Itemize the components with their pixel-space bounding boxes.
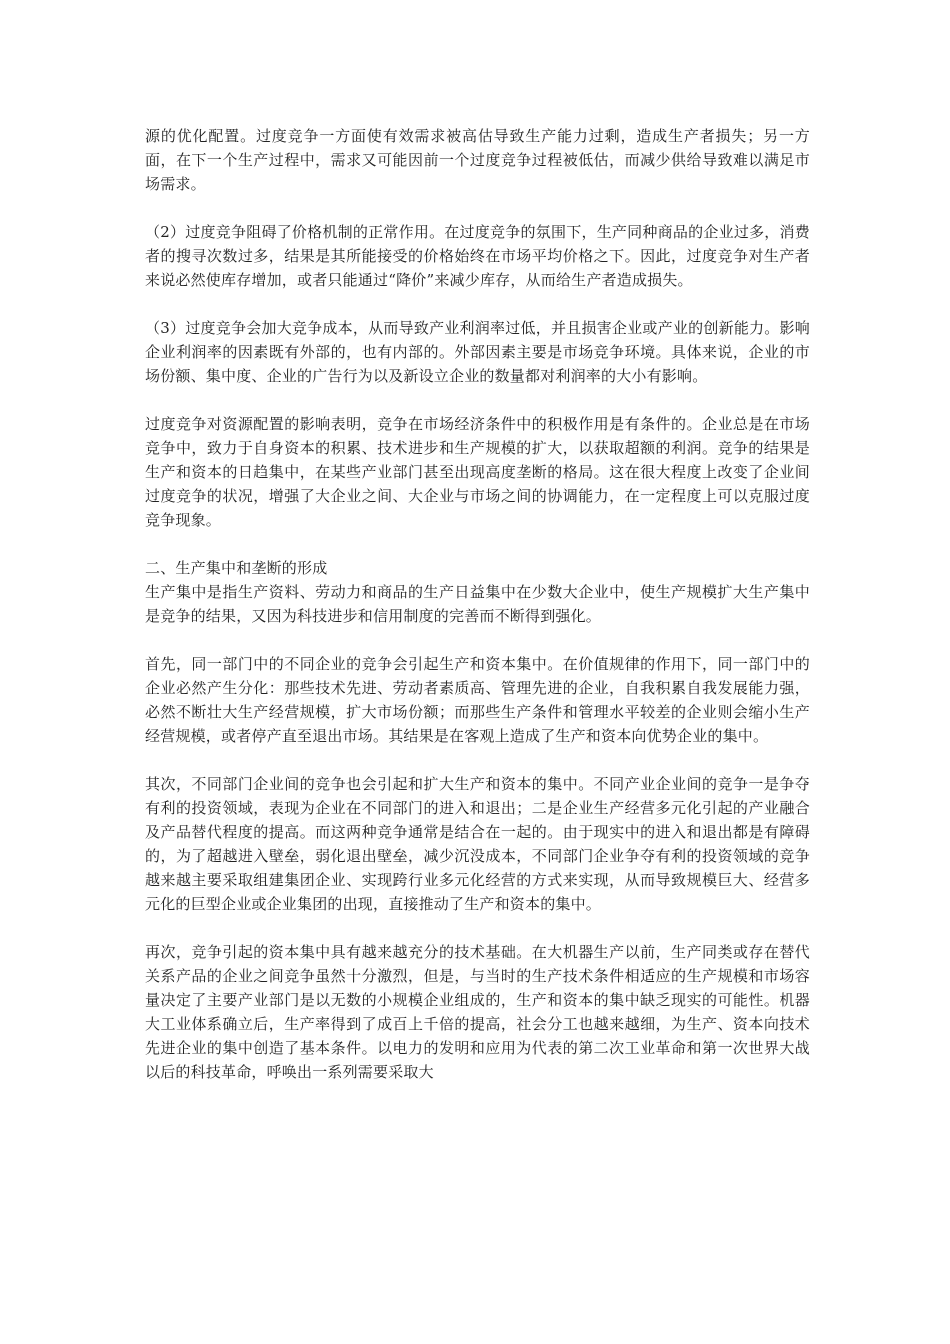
paragraph-price-mechanism: （2）过度竞争阻碍了价格机制的正常作用。在过度竞争的氛围下，生产同种商品的企业过多，消费者的搜寻次数过多，结果是其所能接受的价格始终在市场平均价格之下。因此，过度竞争对生产者来说必然使库存增加，或者只能通过“降价”来减少库存，从而给生产者造成损失。 [145,223,810,289]
paragraph-second: 其次，不同部门企业间的竞争也会引起和扩大生产和资本的集中。不同产业企业间的竞争一是争夺有利的投资领域，表现为企业在不同部门的进入和退出；二是企业生产经营多元化引起的产业融合及产品替代程度的提高。而这两种竞争通常是结合在一起的。由于现实中的进入和退出都是有障碍的，为了超越进入壁垒，弱化退出壁垒，减少沉没成本，不同部门企业争夺有利的投资领域的竞争越来越主要采取组建集团企业、实现跨行业多元化经营的方式来实现，从而导致规模巨大、经营多元化的巨型企业或企业集团的出现，直接推动了生产和资本的集中。 [145,775,810,913]
paragraph-third: 再次，竞争引起的资本集中具有越来越充分的技术基础。在大机器生产以前，生产同类或存在替代关系产品的企业之间竞争虽然十分激烈，但是，与当时的生产技术条件相适应的生产规模和市场容量决定了主要产业部门是以无数的小规模企业组成的，生产和资本的集中缺乏现实的可能性。机器大工业体系确立后，生产率得到了成百上千倍的提高，社会分工也越来越细，为生产、资本向技术先进企业的集中创造了基本条件。以电力的发明和应用为代表的第二次工业革命和第一次世界大战以后的科技革命，呼唤出一系列需要采取大 [145,943,810,1081]
paragraph-resource-allocation: 源的优化配置。过度竞争一方面使有效需求被高估导致生产能力过剩，造成生产者损失；另一方面，在下一个生产过程中，需求又可能因前一个过度竞争过程被低估，而减少供给导致难以满足市场需求。 [145,127,810,193]
section-intro: 生产集中是指生产资料、劳动力和商品的生产日益集中在少数大企业中，使生产规模扩大生产集中是竞争的结果，又因为科技进步和信用制度的完善而不断得到强化。 [145,583,810,625]
section-heading: 二、生产集中和垄断的形成 [145,559,328,577]
paragraph-competition-cost: （3）过度竞争会加大竞争成本，从而导致产业利润率过低，并且损害企业或产业的创新能力。影响企业利润率的因素既有外部的，也有内部的。外部因素主要是市场竞争环境。具体来说，企业的市场份额、集中度、企业的广告行为以及新设立企业的数量都对利润率的大小有影响。 [145,319,810,385]
paragraph-first: 首先，同一部门中的不同企业的竞争会引起生产和资本集中。在价值规律的作用下，同一部门中的企业必然产生分化：那些技术先进、劳动者素质高、管理先进的企业，自我积累自我发展能力强，必然不断壮大生产经营规模，扩大市场份额；而那些生产条件和管理水平较差的企业则会缩小生产经营规模，或者停产直至退出市场。其结果是在客观上造成了生产和资本向优势企业的集中。 [145,655,810,745]
paragraph-conclusion: 过度竞争对资源配置的影响表明，竞争在市场经济条件中的积极作用是有条件的。企业总是在市场竞争中，致力于自身资本的积累、技术进步和生产规模的扩大，以获取超额的利润。竞争的结果是生产和资本的日趋集中，在某些产业部门甚至出现高度垄断的格局。这在很大程度上改变了企业间过度竞争的状况，增强了大企业之间、大企业与市场之间的协调能力，在一定程度上可以克服过度竞争现象。 [145,415,810,529]
document-body [145,124,810,1108]
